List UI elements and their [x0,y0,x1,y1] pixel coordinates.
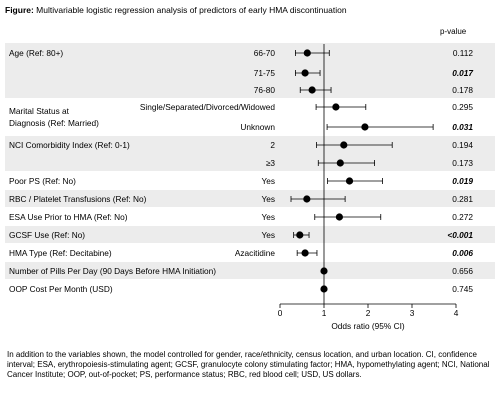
p-value: 0.019 [452,176,473,186]
level-label: ≥3 [265,158,275,168]
level-label: 66-70 [253,48,275,58]
or-point [304,49,311,56]
group-label: NCI Comorbidity Index (Ref: 0-1) [9,140,130,150]
level-label: Azacitidine [234,248,275,258]
level-label: 71-75 [253,68,275,78]
or-point [332,103,339,110]
level-label: Unknown [240,122,275,132]
group-label: Marital Status at [9,106,69,116]
footnote: In addition to the variables shown, the model controlled for gender, race/ethnicity, census location, and urban location. CI, confidence interval; ESA, erythropoiesis-stimulating agent; GCSF, granulocyte colony stimulating factor; HMA, hypomethylating agent; NCI, National Cancer Institute; OOP, out-of-pocket; PS, performance status; RBC, red blood cell; USD, US dollars. [7,350,490,379]
or-point [337,159,344,166]
or-point [301,249,308,256]
p-value: 0.173 [452,158,473,168]
group-label: Number of Pills Per Day (90 Days Before HMA Initiation) [9,266,217,276]
level-label: Yes [261,194,275,204]
p-value: 0.194 [452,140,473,150]
or-point [320,285,327,292]
p-value: 0.178 [452,85,473,95]
level-label: Yes [261,176,275,186]
level-label: Yes [261,212,275,222]
p-value: <0.001 [447,230,473,240]
group-label: HMA Type (Ref: Decitabine) [9,248,112,258]
level-label: 2 [270,140,275,150]
figure-title-text: Multivariable logistic regression analysis of predictors of early HMA discontinuation [33,5,347,15]
group-label: RBC / Platelet Transfusions (Ref: No) [9,194,147,204]
or-point [320,267,327,274]
level-label: Yes [261,230,275,240]
p-value: 0.281 [452,194,473,204]
level-label: Single/Separated/Divorced/Widowed [139,102,275,112]
or-point [361,123,368,130]
x-tick-label: 0 [277,308,283,318]
p-value: 0.272 [452,212,473,222]
p-value: 0.295 [452,102,473,112]
group-band [5,43,495,98]
x-tick-label: 1 [321,308,327,318]
or-point [336,213,343,220]
p-value: 0.031 [452,122,473,132]
group-label: Diagnosis (Ref: Married) [9,118,99,128]
or-point [309,86,316,93]
level-label: 76-80 [253,85,275,95]
p-value: 0.656 [452,266,473,276]
p-value: 0.745 [452,284,473,294]
or-point [303,195,310,202]
or-point [301,69,308,76]
or-point [296,231,303,238]
group-label: Poor PS (Ref: No) [9,176,76,186]
p-value: 0.017 [452,68,473,78]
figure-title-lead: Figure: [5,5,34,15]
p-value: 0.112 [452,48,473,58]
or-point [346,177,353,184]
group-label: GCSF Use (Ref: No) [9,230,86,240]
group-label: Age (Ref: 80+) [9,48,64,58]
p-value: 0.006 [452,248,473,258]
x-tick-label: 3 [409,308,415,318]
group-label: OOP Cost Per Month (USD) [9,284,113,294]
pvalue-header: p-value [440,27,467,36]
group-label: ESA Use Prior to HMA (Ref: No) [9,212,128,222]
x-tick-label: 2 [365,308,371,318]
x-tick-label: 4 [453,308,459,318]
or-point [340,141,347,148]
x-axis-label: Odds ratio (95% CI) [331,321,405,331]
